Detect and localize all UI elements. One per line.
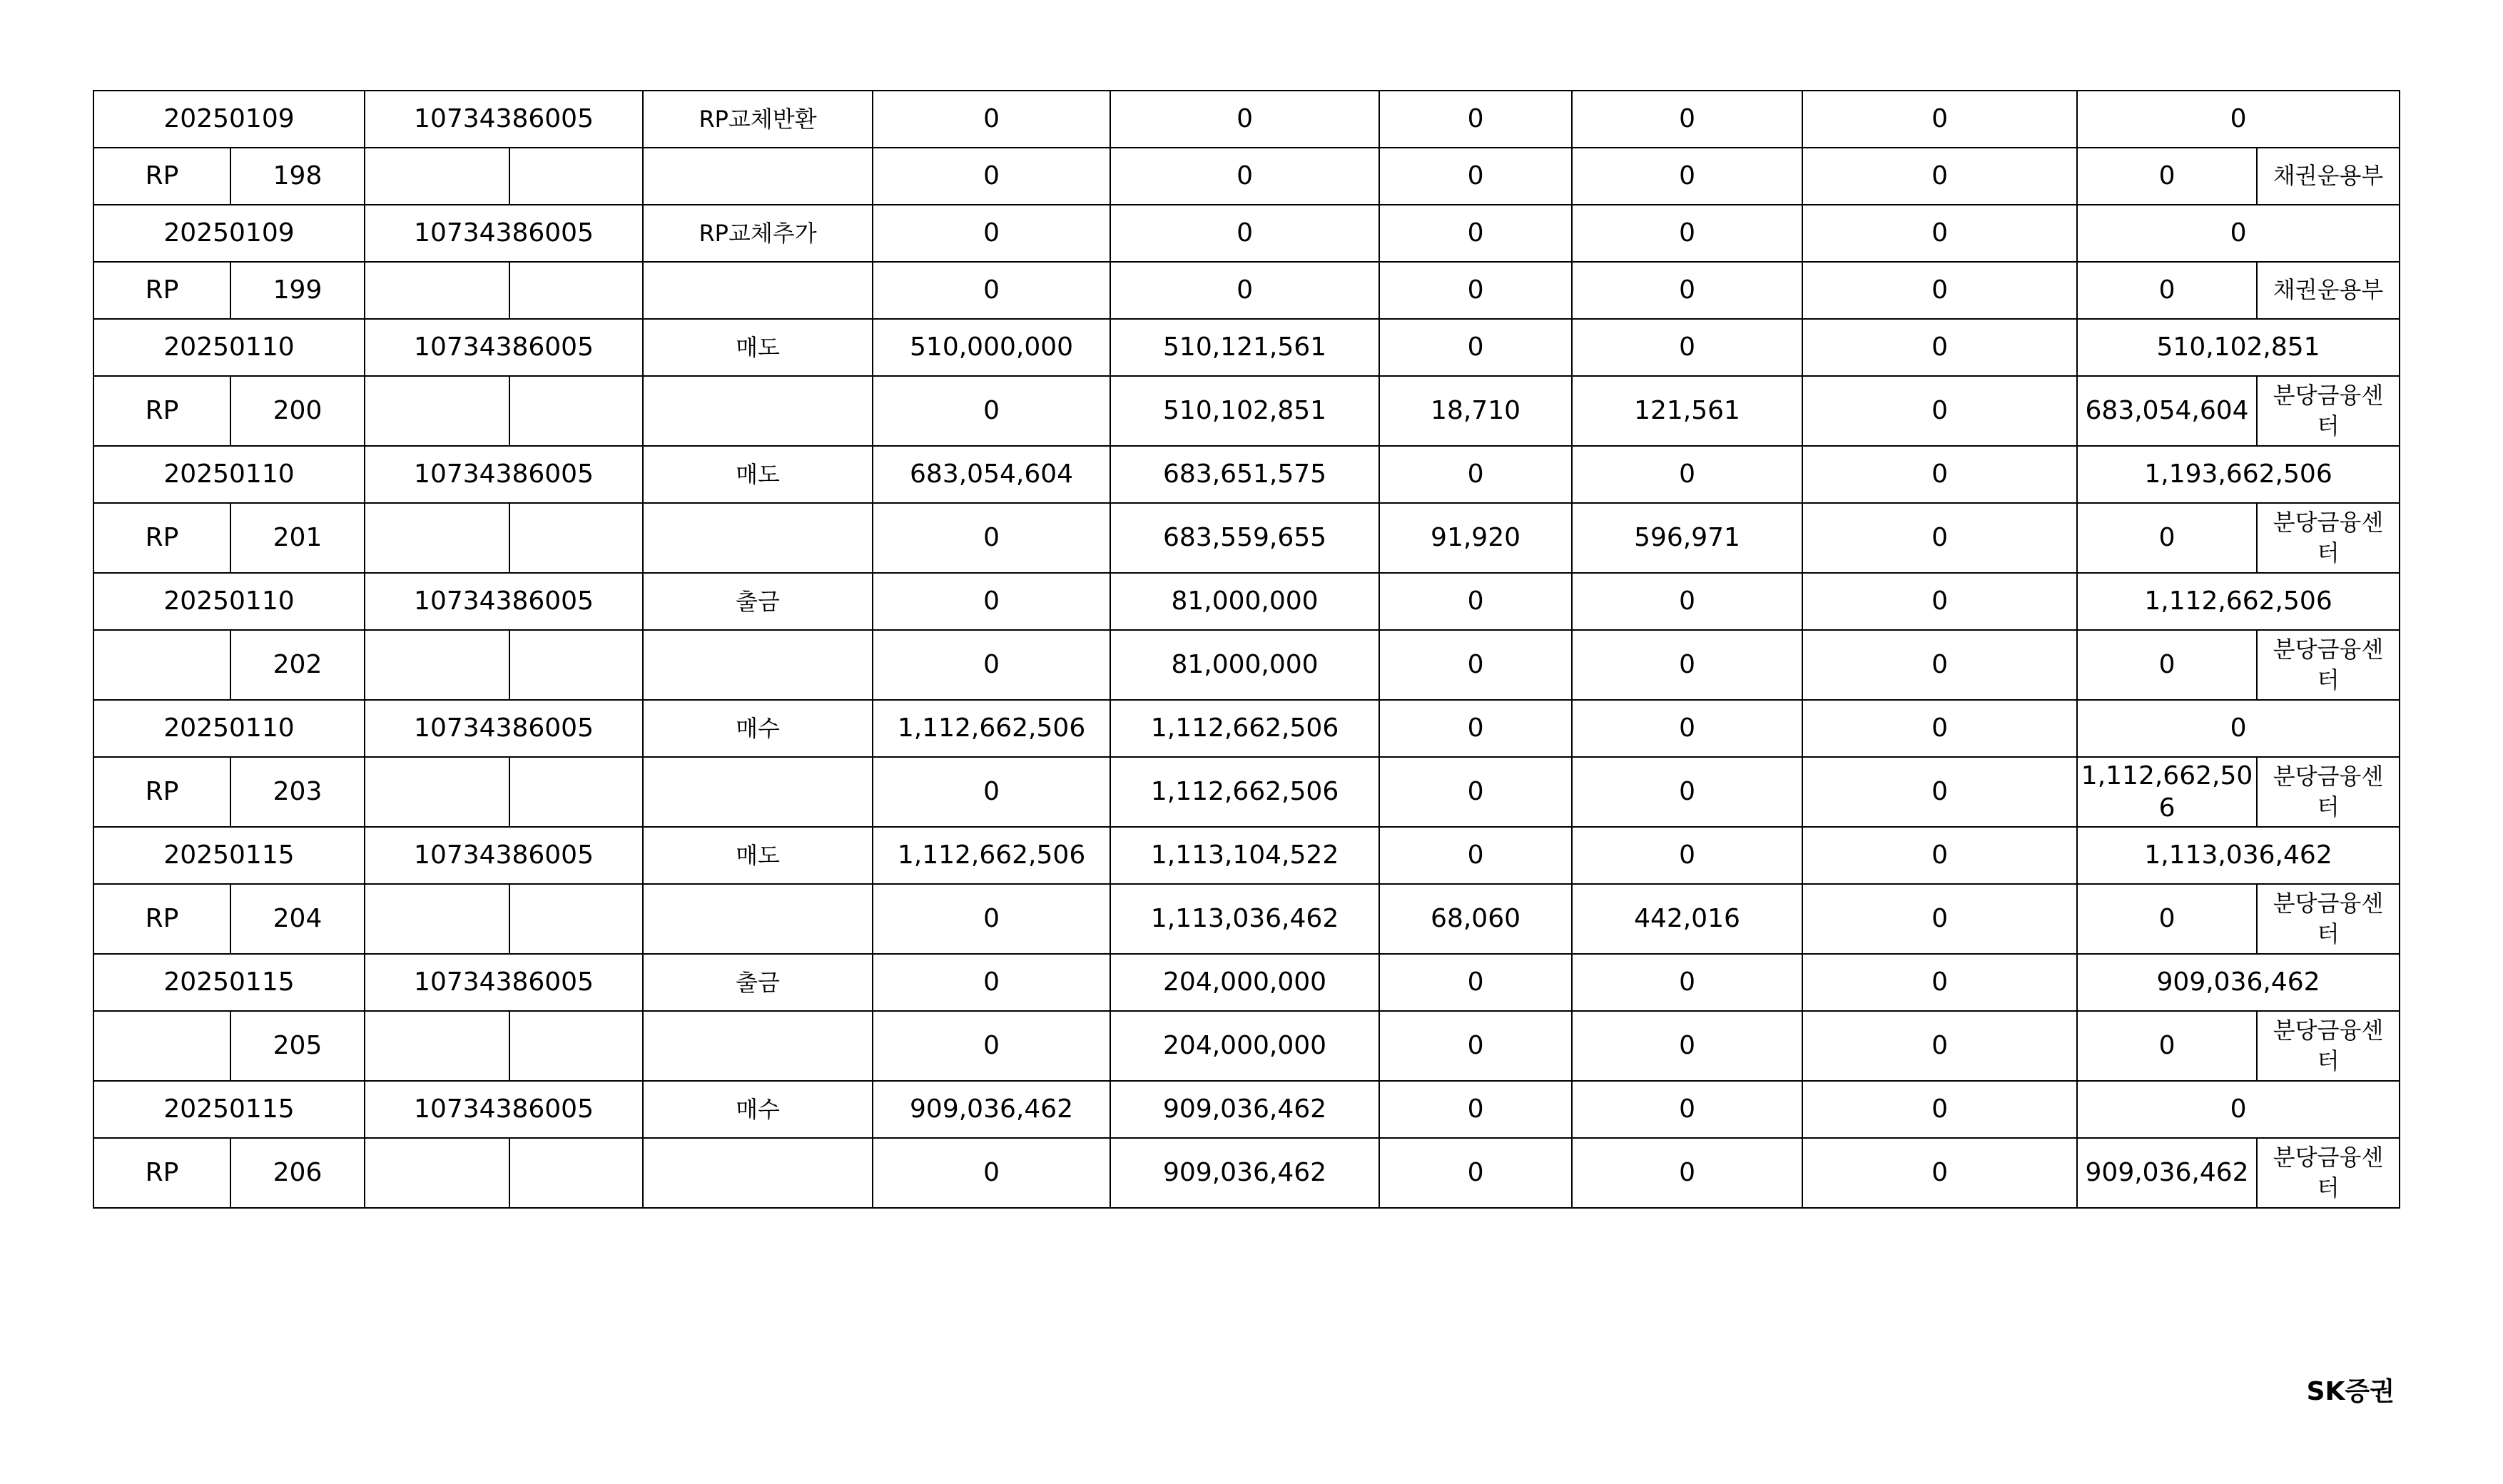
amount-cell: 0 bbox=[1572, 446, 1802, 503]
amount-cell: 0 bbox=[1802, 503, 2077, 573]
transaction-type-cell: 출금 bbox=[643, 573, 873, 630]
sequence-number-cell: 201 bbox=[230, 503, 365, 573]
trade-date-cell: 20250110 bbox=[93, 573, 365, 630]
balance-cell: 0 bbox=[2077, 1081, 2400, 1138]
transaction-ledger-table bbox=[93, 90, 2400, 1209]
product-type-cell bbox=[93, 1011, 230, 1081]
amount-cell: 510,121,561 bbox=[1110, 319, 1379, 376]
department-cell: 분당금융센터 bbox=[2257, 757, 2400, 827]
account-number-cell: 10734386005 bbox=[365, 700, 643, 757]
transaction-type-cell: 매도 bbox=[643, 827, 873, 884]
amount-cell: 0 bbox=[1572, 757, 1802, 827]
amount-cell: 0 bbox=[1572, 1138, 1802, 1208]
balance-cell: 0 bbox=[2077, 91, 2400, 148]
transaction-type-cell: 출금 bbox=[643, 954, 873, 1011]
sequence-number-cell: 200 bbox=[230, 376, 365, 446]
transaction-type-cell: 매도 bbox=[643, 446, 873, 503]
empty-cell bbox=[509, 757, 643, 827]
amount-cell: 121,561 bbox=[1572, 376, 1802, 446]
trade-date-cell: 20250110 bbox=[93, 700, 365, 757]
amount-cell: 0 bbox=[1379, 827, 1572, 884]
amount-cell: 0 bbox=[1572, 148, 1802, 205]
empty-cell bbox=[643, 757, 873, 827]
transaction-type-cell: RP교체반환 bbox=[643, 91, 873, 148]
balance-cell: 1,113,036,462 bbox=[2077, 827, 2400, 884]
empty-cell bbox=[365, 630, 509, 700]
empty-cell bbox=[509, 503, 643, 573]
sequence-number-cell: 198 bbox=[230, 148, 365, 205]
balance-cell: 0 bbox=[2077, 262, 2257, 319]
empty-cell bbox=[365, 1011, 509, 1081]
amount-cell: 0 bbox=[1802, 319, 2077, 376]
balance-cell: 0 bbox=[2077, 148, 2257, 205]
empty-cell bbox=[643, 376, 873, 446]
balance-cell: 0 bbox=[2077, 503, 2257, 573]
amount-cell: 1,113,036,462 bbox=[1110, 884, 1379, 954]
amount-cell: 18,710 bbox=[1379, 376, 1572, 446]
amount-cell: 683,651,575 bbox=[1110, 446, 1379, 503]
trade-date-cell: 20250109 bbox=[93, 91, 365, 148]
amount-cell: 510,000,000 bbox=[873, 319, 1110, 376]
amount-cell: 0 bbox=[873, 205, 1110, 262]
empty-cell bbox=[365, 262, 509, 319]
amount-cell: 0 bbox=[1572, 954, 1802, 1011]
balance-cell: 0 bbox=[2077, 1011, 2257, 1081]
amount-cell: 0 bbox=[1802, 954, 2077, 1011]
table-row-main bbox=[93, 700, 2400, 757]
amount-cell: 0 bbox=[873, 91, 1110, 148]
balance-cell: 0 bbox=[2077, 884, 2257, 954]
amount-cell: 0 bbox=[1802, 827, 2077, 884]
account-number-cell: 10734386005 bbox=[365, 91, 643, 148]
balance-cell: 0 bbox=[2077, 700, 2400, 757]
amount-cell: 0 bbox=[1110, 148, 1379, 205]
transaction-type-cell: 매수 bbox=[643, 700, 873, 757]
trade-date-cell: 20250110 bbox=[93, 319, 365, 376]
amount-cell: 0 bbox=[1379, 757, 1572, 827]
empty-cell bbox=[643, 1138, 873, 1208]
amount-cell: 0 bbox=[1802, 376, 2077, 446]
empty-cell bbox=[365, 1138, 509, 1208]
empty-cell bbox=[643, 884, 873, 954]
empty-cell bbox=[643, 1011, 873, 1081]
table-row-detail bbox=[93, 376, 2400, 446]
balance-cell: 1,193,662,506 bbox=[2077, 446, 2400, 503]
amount-cell: 0 bbox=[1572, 700, 1802, 757]
amount-cell: 0 bbox=[1802, 1081, 2077, 1138]
amount-cell: 1,112,662,506 bbox=[1110, 700, 1379, 757]
amount-cell: 0 bbox=[873, 148, 1110, 205]
amount-cell: 0 bbox=[873, 1138, 1110, 1208]
amount-cell: 0 bbox=[1110, 91, 1379, 148]
amount-cell: 0 bbox=[1802, 573, 2077, 630]
amount-cell: 0 bbox=[1802, 148, 2077, 205]
amount-cell: 0 bbox=[1572, 827, 1802, 884]
amount-cell: 0 bbox=[873, 376, 1110, 446]
amount-cell: 0 bbox=[1802, 1011, 2077, 1081]
balance-cell: 0 bbox=[2077, 630, 2257, 700]
empty-cell bbox=[365, 503, 509, 573]
amount-cell: 0 bbox=[1802, 205, 2077, 262]
amount-cell: 91,920 bbox=[1379, 503, 1572, 573]
amount-cell: 0 bbox=[1572, 205, 1802, 262]
amount-cell: 0 bbox=[1802, 884, 2077, 954]
amount-cell: 442,016 bbox=[1572, 884, 1802, 954]
amount-cell: 0 bbox=[1379, 700, 1572, 757]
amount-cell: 0 bbox=[1379, 148, 1572, 205]
amount-cell: 909,036,462 bbox=[873, 1081, 1110, 1138]
balance-cell: 0 bbox=[2077, 205, 2400, 262]
product-type-cell: RP bbox=[93, 376, 230, 446]
amount-cell: 683,559,655 bbox=[1110, 503, 1379, 573]
department-cell: 분당금융센터 bbox=[2257, 1011, 2400, 1081]
amount-cell: 0 bbox=[1572, 319, 1802, 376]
table-row-main bbox=[93, 446, 2400, 503]
amount-cell: 0 bbox=[1802, 91, 2077, 148]
empty-cell bbox=[509, 262, 643, 319]
amount-cell: 0 bbox=[1379, 262, 1572, 319]
sequence-number-cell: 199 bbox=[230, 262, 365, 319]
department-cell: 분당금융센터 bbox=[2257, 1138, 2400, 1208]
product-type-cell: RP bbox=[93, 503, 230, 573]
empty-cell bbox=[643, 262, 873, 319]
table-row-main bbox=[93, 827, 2400, 884]
amount-cell: 68,060 bbox=[1379, 884, 1572, 954]
amount-cell: 0 bbox=[1379, 91, 1572, 148]
empty-cell bbox=[509, 376, 643, 446]
amount-cell: 1,112,662,506 bbox=[873, 700, 1110, 757]
trade-date-cell: 20250110 bbox=[93, 446, 365, 503]
empty-cell bbox=[365, 884, 509, 954]
transaction-type-cell: 매도 bbox=[643, 319, 873, 376]
amount-cell: 0 bbox=[1379, 205, 1572, 262]
table-row-detail bbox=[93, 1011, 2400, 1081]
table-row-main bbox=[93, 1081, 2400, 1138]
empty-cell bbox=[509, 884, 643, 954]
amount-cell: 0 bbox=[1379, 1138, 1572, 1208]
empty-cell bbox=[643, 148, 873, 205]
sequence-number-cell: 205 bbox=[230, 1011, 365, 1081]
sequence-number-cell: 206 bbox=[230, 1138, 365, 1208]
amount-cell: 0 bbox=[873, 630, 1110, 700]
trade-date-cell: 20250115 bbox=[93, 827, 365, 884]
sequence-number-cell: 204 bbox=[230, 884, 365, 954]
department-cell: 채권운용부 bbox=[2257, 262, 2400, 319]
department-cell: 분당금융센터 bbox=[2257, 884, 2400, 954]
amount-cell: 510,102,851 bbox=[1110, 376, 1379, 446]
table-row-detail bbox=[93, 630, 2400, 700]
amount-cell: 0 bbox=[1572, 262, 1802, 319]
account-number-cell: 10734386005 bbox=[365, 954, 643, 1011]
table-row-detail bbox=[93, 1138, 2400, 1208]
amount-cell: 81,000,000 bbox=[1110, 573, 1379, 630]
transaction-type-cell: 매수 bbox=[643, 1081, 873, 1138]
amount-cell: 1,112,662,506 bbox=[873, 827, 1110, 884]
amount-cell: 0 bbox=[1379, 573, 1572, 630]
amount-cell: 0 bbox=[1802, 700, 2077, 757]
amount-cell: 0 bbox=[1379, 446, 1572, 503]
amount-cell: 0 bbox=[1572, 630, 1802, 700]
amount-cell: 0 bbox=[1802, 446, 2077, 503]
trade-date-cell: 20250115 bbox=[93, 954, 365, 1011]
empty-cell bbox=[509, 630, 643, 700]
sequence-number-cell: 202 bbox=[230, 630, 365, 700]
account-number-cell: 10734386005 bbox=[365, 319, 643, 376]
account-number-cell: 10734386005 bbox=[365, 205, 643, 262]
department-cell: 채권운용부 bbox=[2257, 148, 2400, 205]
account-number-cell: 10734386005 bbox=[365, 446, 643, 503]
amount-cell: 0 bbox=[1802, 1138, 2077, 1208]
department-cell: 분당금융센터 bbox=[2257, 376, 2400, 446]
empty-cell bbox=[643, 630, 873, 700]
trade-date-cell: 20250115 bbox=[93, 1081, 365, 1138]
amount-cell: 0 bbox=[1572, 91, 1802, 148]
product-type-cell bbox=[93, 630, 230, 700]
amount-cell: 0 bbox=[873, 503, 1110, 573]
amount-cell: 0 bbox=[1379, 1081, 1572, 1138]
table-row-main bbox=[93, 954, 2400, 1011]
department-cell: 분당금융센터 bbox=[2257, 630, 2400, 700]
empty-cell bbox=[509, 148, 643, 205]
table-row-main bbox=[93, 319, 2400, 376]
amount-cell: 683,054,604 bbox=[873, 446, 1110, 503]
product-type-cell: RP bbox=[93, 262, 230, 319]
empty-cell bbox=[365, 148, 509, 205]
amount-cell: 204,000,000 bbox=[1110, 1011, 1379, 1081]
amount-cell: 0 bbox=[1802, 757, 2077, 827]
ledger-body bbox=[93, 91, 2400, 1208]
empty-cell bbox=[365, 376, 509, 446]
balance-cell: 683,054,604 bbox=[2077, 376, 2257, 446]
amount-cell: 0 bbox=[873, 262, 1110, 319]
balance-cell: 1,112,662,506 bbox=[2077, 757, 2257, 827]
balance-cell: 909,036,462 bbox=[2077, 1138, 2257, 1208]
department-cell: 분당금융센터 bbox=[2257, 503, 2400, 573]
trade-date-cell: 20250109 bbox=[93, 205, 365, 262]
amount-cell: 909,036,462 bbox=[1110, 1081, 1379, 1138]
table-row-detail bbox=[93, 148, 2400, 205]
amount-cell: 0 bbox=[1379, 319, 1572, 376]
table-row-detail bbox=[93, 884, 2400, 954]
amount-cell: 0 bbox=[1379, 954, 1572, 1011]
balance-cell: 909,036,462 bbox=[2077, 954, 2400, 1011]
empty-cell bbox=[509, 1138, 643, 1208]
product-type-cell: RP bbox=[93, 757, 230, 827]
amount-cell: 596,971 bbox=[1572, 503, 1802, 573]
table-row-main bbox=[93, 91, 2400, 148]
account-number-cell: 10734386005 bbox=[365, 573, 643, 630]
amount-cell: 0 bbox=[1110, 205, 1379, 262]
amount-cell: 204,000,000 bbox=[1110, 954, 1379, 1011]
amount-cell: 0 bbox=[1802, 262, 2077, 319]
amount-cell: 0 bbox=[873, 757, 1110, 827]
empty-cell bbox=[509, 1011, 643, 1081]
amount-cell: 0 bbox=[873, 1011, 1110, 1081]
balance-cell: 1,112,662,506 bbox=[2077, 573, 2400, 630]
product-type-cell: RP bbox=[93, 884, 230, 954]
amount-cell: 0 bbox=[873, 884, 1110, 954]
amount-cell: 81,000,000 bbox=[1110, 630, 1379, 700]
empty-cell bbox=[365, 757, 509, 827]
account-number-cell: 10734386005 bbox=[365, 1081, 643, 1138]
footer-brand-logo: SK증권 bbox=[2306, 1377, 2395, 1406]
amount-cell: 0 bbox=[873, 954, 1110, 1011]
amount-cell: 0 bbox=[1379, 630, 1572, 700]
table-row-detail bbox=[93, 503, 2400, 573]
amount-cell: 0 bbox=[1572, 1011, 1802, 1081]
table-row-detail bbox=[93, 262, 2400, 319]
sequence-number-cell: 203 bbox=[230, 757, 365, 827]
amount-cell: 1,112,662,506 bbox=[1110, 757, 1379, 827]
table-row-main bbox=[93, 573, 2400, 630]
amount-cell: 0 bbox=[1572, 1081, 1802, 1138]
amount-cell: 0 bbox=[1802, 630, 2077, 700]
empty-cell bbox=[643, 503, 873, 573]
table-row-main bbox=[93, 205, 2400, 262]
amount-cell: 0 bbox=[1379, 1011, 1572, 1081]
product-type-cell: RP bbox=[93, 1138, 230, 1208]
transaction-type-cell: RP교체추가 bbox=[643, 205, 873, 262]
amount-cell: 0 bbox=[1110, 262, 1379, 319]
product-type-cell: RP bbox=[93, 148, 230, 205]
amount-cell: 1,113,104,522 bbox=[1110, 827, 1379, 884]
amount-cell: 0 bbox=[873, 573, 1110, 630]
balance-cell: 510,102,851 bbox=[2077, 319, 2400, 376]
amount-cell: 0 bbox=[1572, 573, 1802, 630]
table-row-detail bbox=[93, 757, 2400, 827]
account-number-cell: 10734386005 bbox=[365, 827, 643, 884]
amount-cell: 909,036,462 bbox=[1110, 1138, 1379, 1208]
